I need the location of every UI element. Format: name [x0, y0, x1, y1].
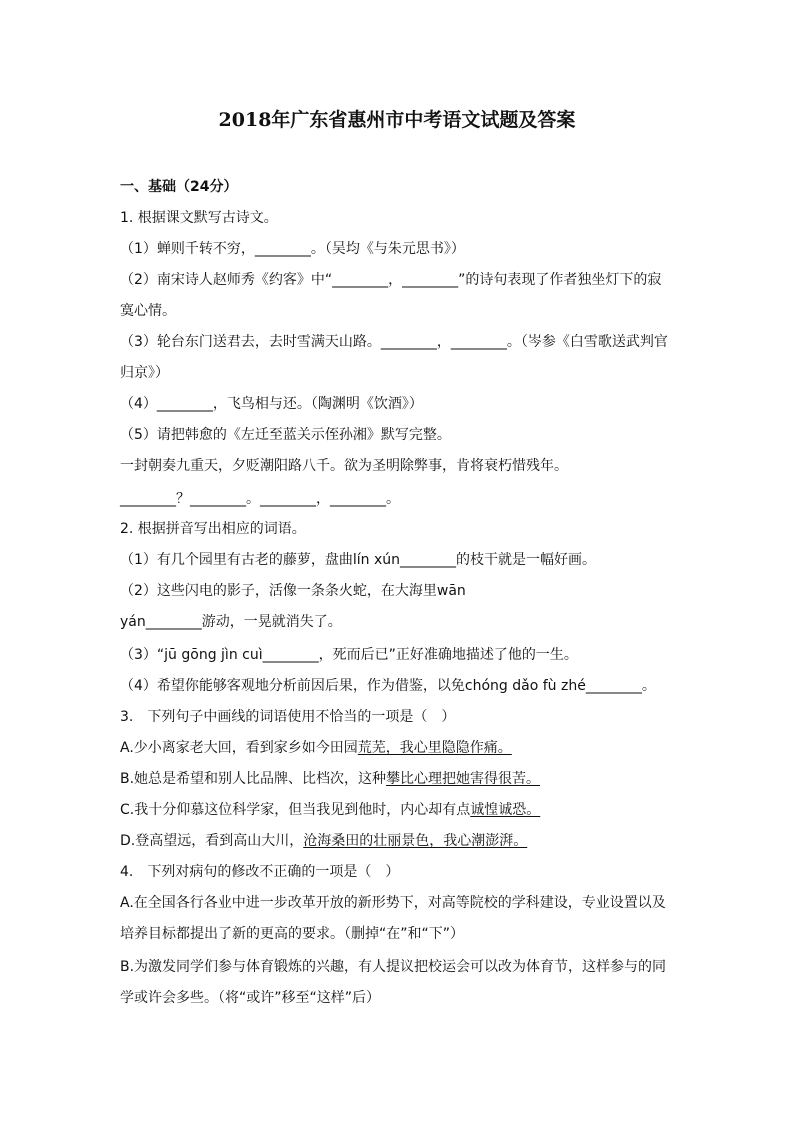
option-text: D.登高望远，看到高山大川，: [120, 833, 304, 849]
question-1-item-3: （3）轮台东门送君去，去时雪满天山路。________，________。（岑参《白雪歌送武判官: [120, 334, 668, 350]
question-1-item-2: （2）南宋诗人赵师秀《约客》中“________，________”的诗句表现了作者独坐灯下的寂: [120, 272, 662, 288]
question-2-item-2: （2）这些闪电的影子，活像一条条火蛇，在大海里wān: [120, 583, 466, 599]
question-4-option-b: B.为激发同学们参与体育锻炼的兴趣，有人提议把校运会可以改为体育节，这样参与的同: [120, 959, 667, 975]
question-1-item-1: （1）蝉则千转不穷，________。（吴均《与朱元思书》）: [120, 241, 465, 257]
question-3-stem: 3. 下列句子中画线的词语使用不恰当的一项是（ ）: [120, 709, 456, 725]
question-2-item-4: （4）希望你能够客观地分析前因后果，作为借鉴，以免chóng dǎo fù zhé________。: [120, 678, 656, 694]
question-3-option-b: [120, 770, 540, 788]
question-1-item-3-cont: 归京》）: [120, 365, 169, 381]
section-heading: 一、基础（24分）: [120, 179, 238, 195]
underlined-phrase: 沧海桑田的壮丽景色，我心潮澎湃。: [303, 833, 528, 849]
option-text: C.我十分仰慕这位科学家，但当我见到他时，内心却有点: [120, 802, 471, 818]
option-text: B.她总是希望和别人比品牌、比档次，这种: [120, 771, 387, 787]
question-3-option-d: [120, 832, 527, 850]
question-4-option-a: A.在全国各行各业中进一步改革开放的新形势下，对高等院校的学科建设，专业设置以及: [120, 895, 666, 911]
underlined-phrase: 荒芜，我心里隐隐作痛。: [357, 740, 512, 756]
question-3-option-c: [120, 801, 540, 819]
option-text: A.少小离家老大回，看到家乡如今田园: [120, 740, 358, 756]
underlined-phrase: 诚惶诚恐。: [470, 802, 541, 818]
question-1-item-4: （4）________，飞鸟相与还。（陶渊明《饮酒》）: [120, 396, 423, 412]
question-1-item-2-cont: 寞心情。: [120, 303, 176, 319]
question-2-stem: 2. 根据拼音写出相应的词语。: [120, 521, 306, 537]
question-1-item-5: （5）请把韩愈的《左迁至蓝关示侄孙湘》默写完整。: [120, 427, 451, 443]
question-1-stem: 1. 根据课文默写古诗文。: [120, 210, 278, 226]
question-2-item-3: （3）“jū gōng jìn cuì________，死而后已”正好准确地描述了他的一生。: [120, 647, 578, 663]
question-3-option-a: [120, 739, 512, 757]
underlined-phrase: 攀比心理把她害得很苦。: [386, 771, 541, 787]
poem-blanks: ________？________。________，________。: [120, 491, 400, 507]
question-4-option-a-cont: 培养目标都提出了新的更高的要求。（删掉“在”和“下”）: [120, 926, 465, 942]
page-title: 2018年广东省惠州市中考语文试题及答案: [218, 109, 576, 131]
question-4-option-b-cont: 学或许会多些。（将“或许”移至“这样”后）: [120, 990, 381, 1006]
question-2-item-2-cont: yán________游动，一晃就消失了。: [120, 614, 342, 630]
poem-text: 一封朝奏九重天，夕贬潮阳路八千。欲为圣明除弊事，肯将衰朽惜残年。: [120, 458, 568, 474]
question-2-item-1: （1）有几个园里有古老的藤萝，盘曲lín xún________的枝干就是一幅好画。: [120, 552, 597, 568]
question-4-stem: 4. 下列对病句的修改不正确的一项是（ ）: [120, 864, 400, 880]
